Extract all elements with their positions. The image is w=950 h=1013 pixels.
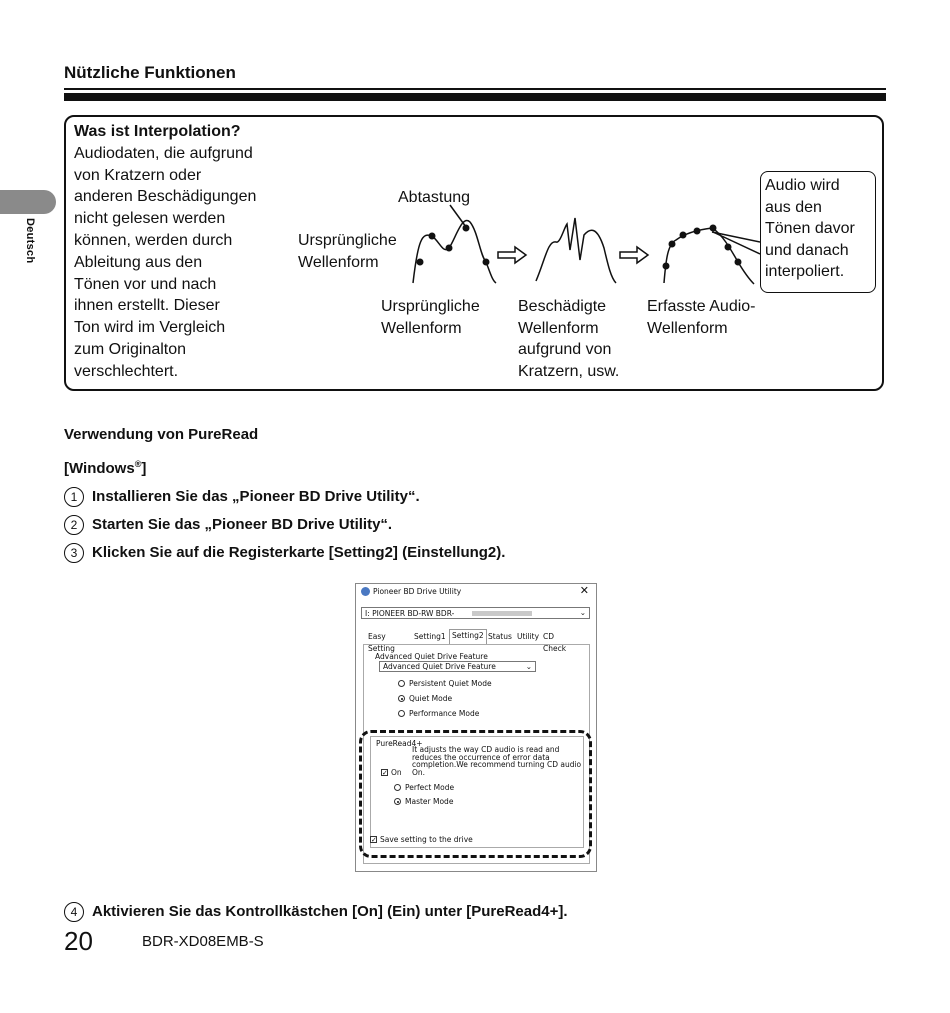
tab-utility[interactable]: Utility xyxy=(517,632,540,641)
tab-setting2[interactable]: Setting2 xyxy=(449,629,487,644)
text-line: Ableitung aus den xyxy=(74,253,203,271)
radio-label: Persistent Quiet Mode xyxy=(409,679,492,688)
step-text: Aktivieren Sie das Kontrollkästchen [On] (Ein) unter [PureRead4+]. xyxy=(92,902,568,920)
radio-label: Master Mode xyxy=(405,797,454,806)
label-original-top xyxy=(298,230,397,273)
text-line: nicht gelesen werden xyxy=(74,210,226,228)
header-rule-thin xyxy=(64,88,886,90)
step-number: 3 xyxy=(64,543,84,563)
label-line: aufgrund von xyxy=(518,341,612,358)
aqdf-label: Advanced Quiet Drive Feature xyxy=(375,652,488,661)
step-number: 1 xyxy=(64,487,84,507)
step-text: Klicken Sie auf die Registerkarte [Setting2] (Einstellung2). xyxy=(92,543,506,561)
radio-quiet-mode[interactable] xyxy=(398,695,405,702)
text-line: von Kratzern oder xyxy=(74,166,202,184)
language-tab xyxy=(0,190,56,214)
callout-pointer xyxy=(712,232,760,242)
pureread-heading: Verwendung von PureRead xyxy=(64,426,259,443)
pureread-description: It adjusts the way CD audio is read and reduces the occurrence of error data completion.We recommend turning CD audio On. xyxy=(412,745,582,777)
text-line: ihnen erstellt. Dieser xyxy=(74,297,220,315)
model-number: BDR-XD08EMB-S xyxy=(142,933,264,950)
drive-select[interactable] xyxy=(361,607,590,619)
text-line: können, werden durch xyxy=(74,231,233,249)
text-line: verschlechtert. xyxy=(74,362,179,380)
title-bar xyxy=(356,584,596,600)
step-text: Installieren Sie das „Pioneer BD Drive Utility“. xyxy=(92,487,420,505)
aqdf-select[interactable] xyxy=(379,661,536,672)
step-number: 2 xyxy=(64,515,84,535)
label-line: Erfasste Audio- xyxy=(647,298,756,315)
radio-persistent-quiet[interactable] xyxy=(398,680,405,687)
text-line: anderen Beschädigungen xyxy=(74,188,257,206)
section-title: Nützliche Funktionen xyxy=(64,63,236,82)
text-line: zum Originalton xyxy=(74,340,187,358)
app-icon xyxy=(361,587,370,596)
checkbox-label: On xyxy=(391,768,402,777)
callout-pointer xyxy=(713,232,760,254)
label-line: Wellenform xyxy=(298,253,379,271)
window-title: Pioneer BD Drive Utility xyxy=(373,587,462,596)
step-1 xyxy=(64,487,420,507)
highlight-frame xyxy=(359,730,592,858)
tab-status[interactable]: Status xyxy=(488,632,512,641)
radio-label: Quiet Mode xyxy=(409,694,453,703)
label-line: Tönen davor xyxy=(765,220,855,237)
text-line: Audiodaten, die aufgrund xyxy=(74,144,253,162)
label-line: Ursprüngliche xyxy=(381,298,480,315)
save-to-drive-checkbox[interactable]: ✓ xyxy=(371,836,377,844)
label-line: Audio wird xyxy=(765,177,840,194)
close-icon[interactable]: ✕ xyxy=(579,584,589,597)
radio-label: Perfect Mode xyxy=(405,783,455,792)
label-line: Wellenform xyxy=(518,319,599,337)
redacted-serial xyxy=(472,611,532,616)
label-line: Beschädigte xyxy=(518,298,607,315)
step-text: Starten Sie das „Pioneer BD Drive Utility“. xyxy=(92,515,393,533)
label-original-bottom xyxy=(381,296,480,339)
label-sampling: Abtastung xyxy=(398,189,471,206)
checkbox-label: Save setting to the drive xyxy=(380,835,473,844)
interpolation-text xyxy=(74,121,304,383)
step-2 xyxy=(64,515,392,535)
damaged-waveform xyxy=(536,218,616,283)
label-line: aus den xyxy=(765,198,822,216)
page-number: 20 xyxy=(64,926,93,956)
label-line: Ursprüngliche xyxy=(298,232,397,249)
interpolation-heading: Was ist Interpolation? xyxy=(74,123,241,140)
text-line: Tönen vor und nach xyxy=(74,275,217,293)
chevron-down-icon: ⌄ xyxy=(579,608,586,617)
captured-waveform xyxy=(664,228,754,284)
chevron-down-icon: ⌄ xyxy=(525,662,532,671)
drive-name: I: PIONEER BD-RW BDR- xyxy=(365,609,455,618)
step-number: 4 xyxy=(64,902,84,922)
label-line: Wellenform xyxy=(647,319,728,337)
step-3 xyxy=(64,543,505,563)
registered-mark: ® xyxy=(134,459,142,469)
label-line: Wellenform xyxy=(381,319,462,337)
arrow-right-icon xyxy=(620,247,648,263)
label-line: Kratzern, usw. xyxy=(518,362,620,380)
pureread-label: PureRead4+ xyxy=(376,739,423,748)
text-line: Ton wird im Vergleich xyxy=(74,319,226,337)
tab-setting1[interactable]: Setting1 xyxy=(414,632,446,641)
label-line: interpoliert. xyxy=(765,263,845,280)
tab-cd-check[interactable]: CD Check xyxy=(543,632,567,653)
arrow-right-icon xyxy=(498,247,526,263)
label-damaged xyxy=(518,296,619,382)
radio-performance-mode[interactable] xyxy=(398,710,405,717)
pureread-on-checkbox[interactable]: ✓ xyxy=(382,769,388,777)
interpolation-callout xyxy=(760,171,876,293)
bracket: ] xyxy=(141,460,147,477)
language-label: Deutsch xyxy=(24,218,36,264)
label-captured xyxy=(647,296,756,339)
windows-text: [Windows xyxy=(64,460,135,477)
label-line: und danach xyxy=(765,241,849,259)
radio-label: Performance Mode xyxy=(409,709,480,718)
step-4 xyxy=(64,902,568,922)
tab-easy-setting[interactable]: Easy Setting xyxy=(368,632,395,653)
header-rule-thick xyxy=(64,93,886,101)
original-waveform xyxy=(413,220,496,283)
aqdf-value: Advanced Quiet Drive Feature xyxy=(383,662,496,671)
windows-heading xyxy=(64,459,146,477)
